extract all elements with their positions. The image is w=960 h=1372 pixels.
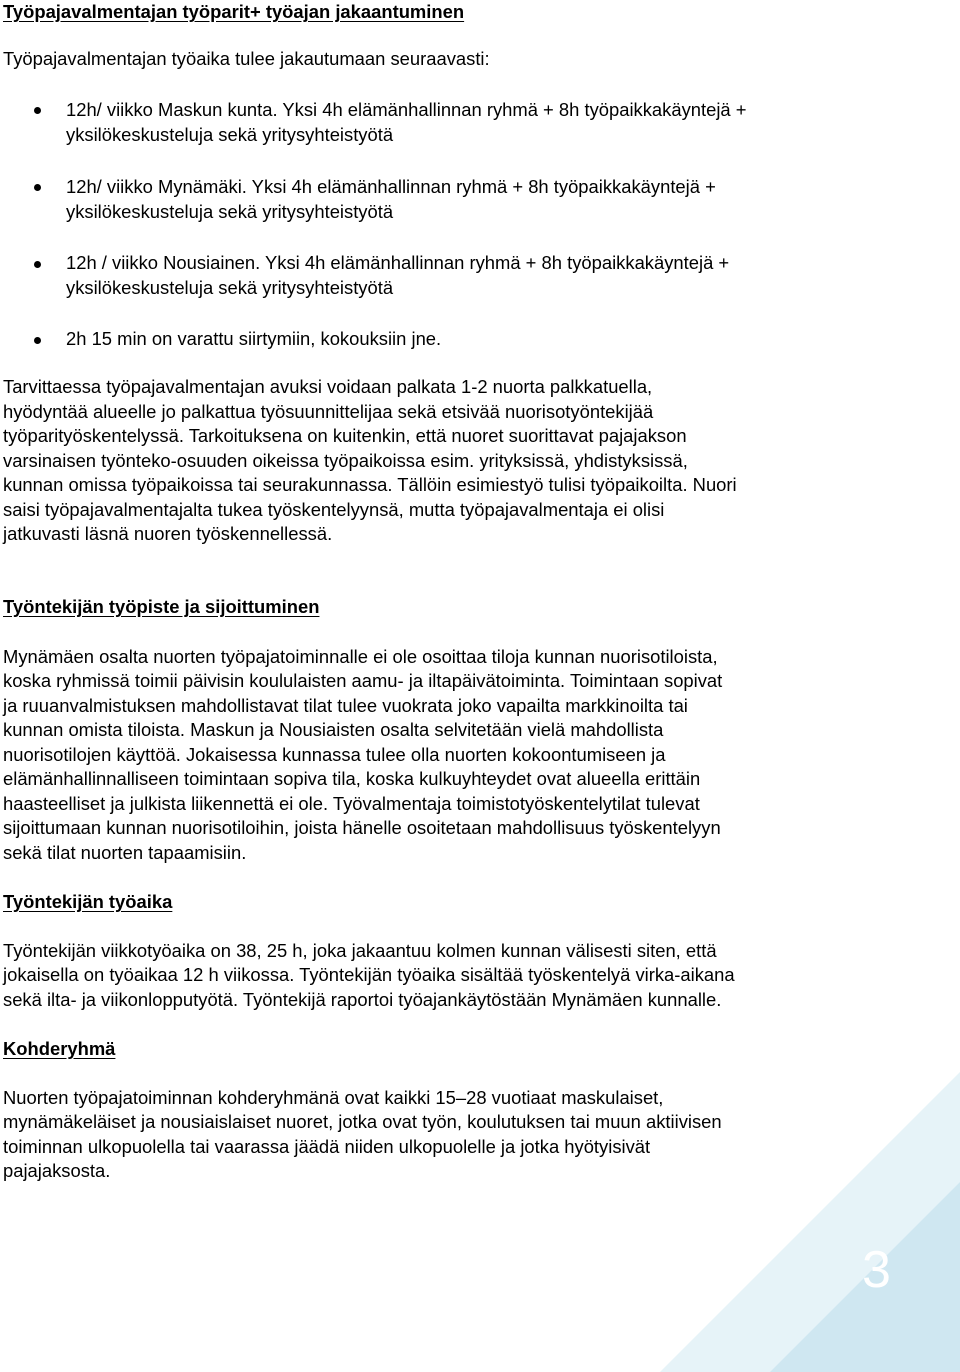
bullet-dot — [34, 261, 41, 268]
paragraph-line: ja ruuanvalmistuksen mahdollistavat tilat tulee vuokrata joko vapailta markkinoilta tai — [3, 695, 688, 716]
bullet-dot — [34, 107, 41, 114]
paragraph-line: Työntekijän viikkotyöaika on 38, 25 h, joka jakaantuu kolmen kunnan välisesti siten, että — [3, 940, 717, 961]
paragraph-line: mynämäkeläiset ja nousiaislaiset nuoret, jotka ovat työn, koulutuksen tai muun aktiivisen — [3, 1111, 722, 1132]
paragraph-line: koska ryhmissä toimii päivisin koululaisten aamu- ja iltapäivätoiminta. Toimintaan sopivat — [3, 670, 723, 691]
page-number: 3 — [862, 1241, 891, 1299]
paragraph-line: Tarvittaessa työpajavalmentajan avuksi voidaan palkata 1-2 nuorta palkkatuella, — [3, 376, 653, 397]
paragraph-line: jatkuvasti läsnä nuoren työskennellessä. — [3, 523, 333, 544]
bullet-3-line-2: yksilökeskusteluja sekä yritysyhteistyötä — [66, 277, 394, 298]
paragraph-line: toiminnan ulkopuolella tai vaarassa jäädä niiden ulkopuolelle ja jotka hyötyisivät — [3, 1136, 651, 1157]
paragraph-line: työparityöskentelyssä. Tarkoituksena on kuitenkin, että nuoret suorittavat pajajakson — [3, 425, 687, 446]
paragraph-line: Mynämäen osalta nuorten työpajatoiminnalle ei ole osoittaa tiloja kunnan nuorisotiloista, — [3, 646, 718, 667]
paragraph-line: kunnan omissa työpaikoissa tai seurakunnassa. Tällöin esimiestyö tulisi työpaikoilta. Nuori — [3, 474, 737, 495]
paragraph-line: sijoittumaan kunnan nuorisotiloihin, joista hänelle osoitetaan mahdollisuus työskentelyyn — [3, 817, 721, 838]
bullet-1-line-2: yksilökeskusteluja sekä yritysyhteistyötä — [66, 124, 394, 145]
paragraph-line: sekä ilta- ja viikonlopputyötä. Työntekijä raportoi työajankäytöstään Mynämäen kunnalle. — [3, 989, 722, 1010]
paragraph-line: pajajaksosta. — [3, 1160, 111, 1181]
bullet-1-line-1: 12h/ viikko Maskun kunta. Yksi 4h elämänhallinnan ryhmä + 8h työpaikkakäyntejä + — [66, 99, 747, 120]
heading-working-hours: Työntekijän työaika — [3, 891, 173, 912]
paragraph-line: Nuorten työpajatoiminnan kohderyhmänä ovat kaikki 15–28 vuotiaat maskulaiset, — [3, 1087, 664, 1108]
bullet-dot — [34, 337, 41, 344]
paragraph-line: varsinaisen työnteko-osuuden oikeissa työpaikoissa esim. yrityksissä, yhdistyksissä, — [3, 450, 688, 471]
heading-target-group: Kohderyhmä — [3, 1038, 116, 1059]
paragraph-line: saisi työpajavalmentajalta tukea työskentelyynsä, mutta työpajavalmentaja ei olisi — [3, 499, 665, 520]
paragraph-line: nuorisotilojen käyttöä. Jokaisessa kunnassa tulee olla nuorten kokoontumiseen ja — [3, 744, 666, 765]
heading-work-partners: Työpajavalmentajan työparit+ työajan jakaantuminen — [3, 1, 465, 22]
paragraph-line: sekä tilat nuorten tapaamisiin. — [3, 842, 247, 863]
paragraph-line: jokaisella on työaikaa 12 h viikossa. Työntekijän työaika sisältää työskentelyä virka-aikana — [3, 964, 735, 985]
paragraph-line: elämänhallinnalliseen toimintaan sopiva tila, koska kulkuyhteydet ovat alueella erittäin — [3, 768, 701, 789]
intro-text: Työpajavalmentajan työaika tulee jakautumaan seuraavasti: — [3, 48, 490, 69]
bullet-2-line-1: 12h/ viikko Mynämäki. Yksi 4h elämänhallinnan ryhmä + 8h työpaikkakäyntejä + — [66, 176, 716, 197]
bullet-dot — [34, 184, 41, 191]
paragraph-line: haasteelliset ja julkista liikennettä ei ole. Työvalmentaja toimistotyöskentelytilat tulevat — [3, 793, 700, 814]
corner-decoration — [660, 1072, 960, 1372]
bullet-4-line-1: 2h 15 min on varattu siirtymiin, kokouksiin jne. — [66, 328, 442, 349]
paragraph-line: hyödyntää alueelle jo palkattua työsuunnittelijaa sekä etsivää nuorisotyöntekijää — [3, 401, 654, 422]
bullet-2-line-2: yksilökeskusteluja sekä yritysyhteistyötä — [66, 201, 394, 222]
paragraph-line: kunnan omista tiloista. Maskun ja Nousiaisten osalta selvitetään vielä mahdollista — [3, 719, 664, 740]
bullet-3-line-1: 12h / viikko Nousiainen. Yksi 4h elämänhallinnan ryhmä + 8h työpaikkakäyntejä + — [66, 252, 730, 273]
heading-workplace: Työntekijän työpiste ja sijoittuminen — [3, 596, 320, 617]
